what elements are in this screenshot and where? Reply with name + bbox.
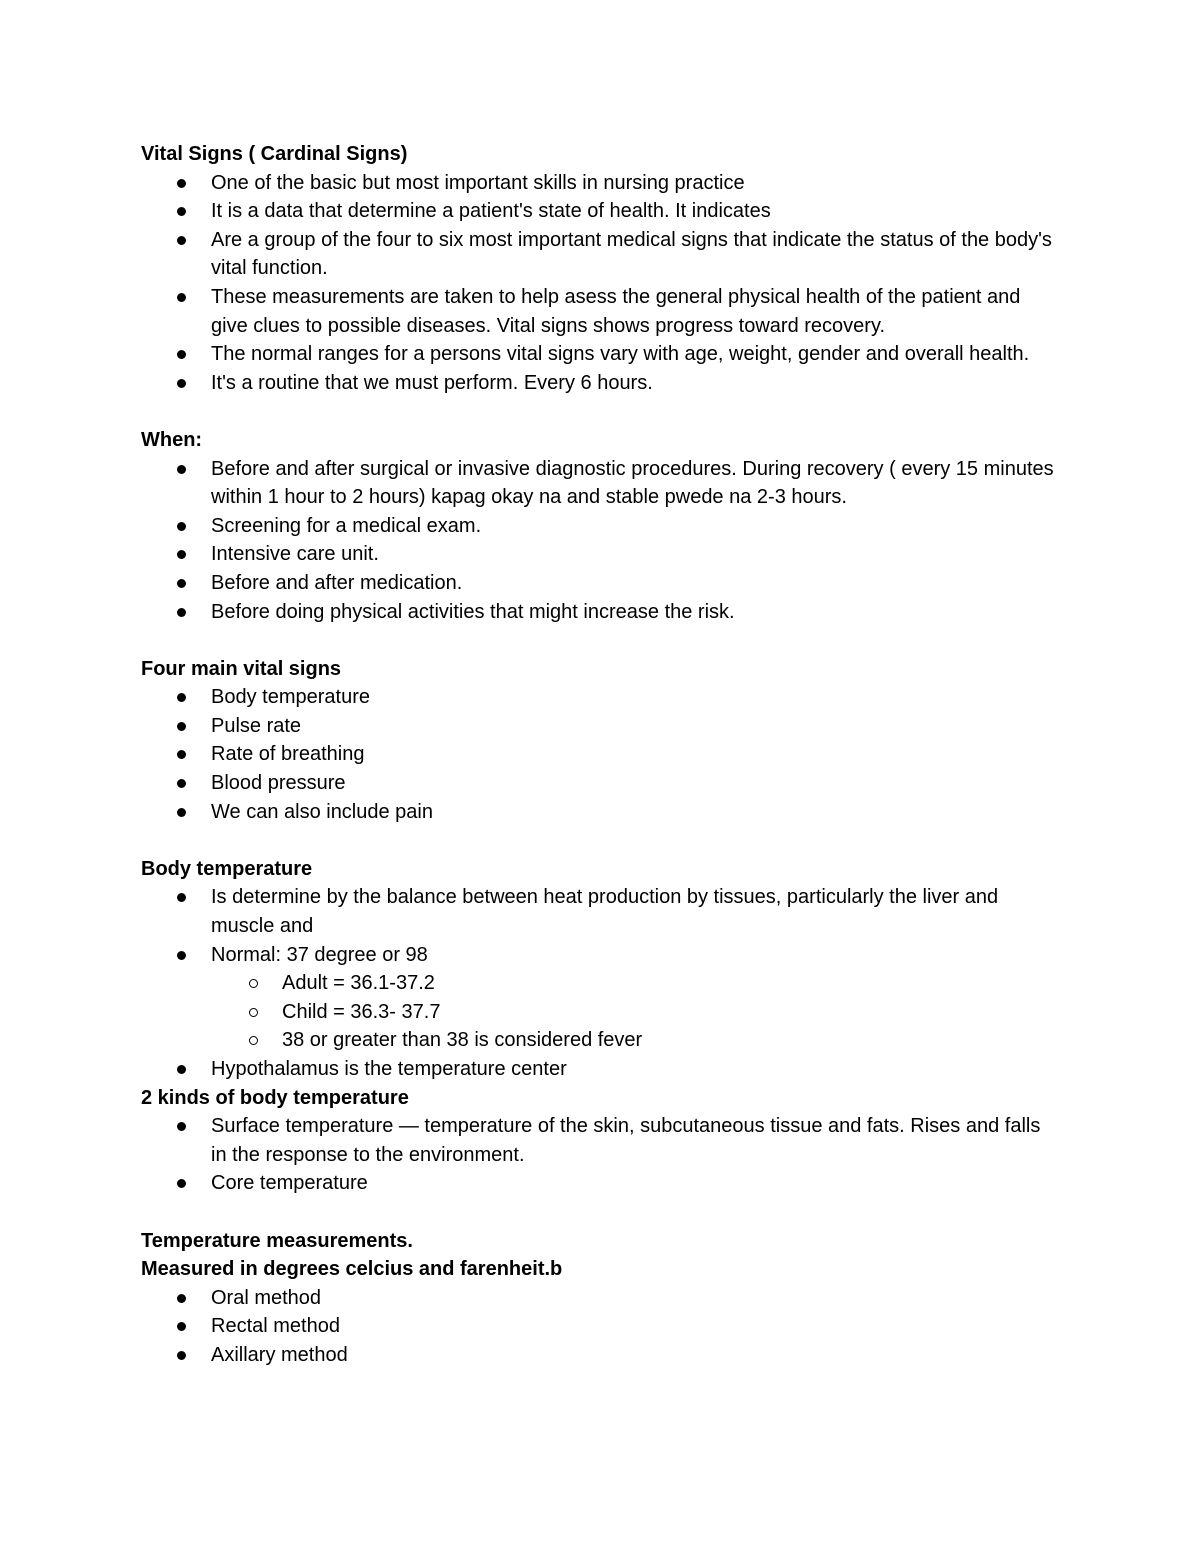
section-heading: Four main vital signs (141, 657, 342, 680)
list-item-text: Pulse rate (211, 714, 302, 737)
bullet-icon (177, 207, 186, 216)
list-item (141, 283, 1061, 340)
list-item-text: Rate of breathing (211, 743, 365, 766)
list-item-text: Normal: 37 degree or 98 (211, 943, 428, 966)
bullet-icon (177, 693, 186, 702)
list-item (141, 455, 1061, 512)
sub-list-item-text: 38 or greater than 38 is considered fever (282, 1029, 643, 1052)
bullet-icon (177, 779, 186, 788)
bullet-icon (177, 550, 186, 559)
hollow-bullet-icon (249, 979, 258, 988)
list-item (141, 369, 1061, 398)
list-item (141, 769, 1061, 798)
list-item-text: These measurements are taken to help asess the general physical health of the patient and give clues to possible diseases. Vital signs shows progress toward recovery. (211, 285, 1021, 337)
list-item-text: It is a data that determine a patient's state of health. It indicates (211, 200, 771, 223)
bullet-icon (177, 951, 186, 960)
section-subheading: Measured in degrees celcius and farenheit.b (141, 1258, 563, 1281)
bullet-list (141, 683, 1061, 826)
bullet-list (141, 455, 1061, 627)
spacer (141, 1198, 1061, 1227)
spacer (141, 626, 1061, 655)
list-item-text: Are a group of the four to six most important medical signs that indicate the status of the body's vital function. (211, 228, 1052, 280)
bullet-icon (177, 350, 186, 359)
list-item-text: Screening for a medical exam. (211, 514, 482, 537)
section-heading: Body temperature (141, 857, 313, 880)
bullet-icon (177, 1122, 186, 1131)
sub-bullet-list (211, 969, 1061, 1055)
bullet-icon (177, 608, 186, 617)
list-item (141, 740, 1061, 769)
bullet-list (141, 1112, 1061, 1198)
bullet-icon (177, 179, 186, 188)
list-item-text: Axillary method (211, 1343, 348, 1366)
hollow-bullet-icon (249, 1036, 258, 1045)
list-item-text: It's a routine that we must perform. Every 6 hours. (211, 371, 653, 394)
section-heading: When: (141, 428, 203, 451)
bullet-list (141, 169, 1061, 398)
list-item-text: Blood pressure (211, 772, 346, 795)
bullet-icon (177, 893, 186, 902)
list-item (141, 197, 1061, 226)
bullet-icon (177, 293, 186, 302)
bullet-icon (177, 1294, 186, 1303)
spacer (141, 826, 1061, 855)
list-item-text: Core temperature (211, 1172, 368, 1195)
list-item-text: Before doing physical activities that might increase the risk. (211, 600, 735, 623)
list-item-text: Intensive care unit. (211, 543, 379, 566)
sub-list-item (141, 969, 1061, 998)
bullet-icon (177, 1065, 186, 1074)
list-item (141, 1055, 1061, 1084)
list-item-text: Hypothalamus is the temperature center (211, 1058, 567, 1080)
bullet-icon (177, 750, 186, 759)
list-item-text: We can also include pain (211, 800, 433, 823)
bullet-icon (177, 236, 186, 245)
bullet-icon (177, 808, 186, 817)
list-item (141, 712, 1061, 741)
list-item-text: Rectal method (211, 1315, 340, 1338)
section-heading: Temperature measurements. (141, 1229, 413, 1252)
list-item (141, 226, 1061, 283)
bullet-icon (177, 722, 186, 731)
list-item (141, 1112, 1061, 1169)
list-item (141, 883, 1061, 940)
hollow-bullet-icon (249, 1008, 258, 1017)
bullet-icon (177, 579, 186, 588)
bullet-icon (177, 1179, 186, 1188)
list-item-text: One of the basic but most important skills in nursing practice (211, 171, 745, 194)
list-item-text: Oral method (211, 1286, 322, 1309)
bullet-list (141, 1284, 1061, 1370)
sub-list-item (141, 1026, 1061, 1055)
sub-list-item (141, 998, 1061, 1027)
bullet-icon (177, 522, 186, 531)
list-item-text: Is determine by the balance between heat production by tissues, particularly the liver and muscle and (211, 886, 999, 938)
list-item (141, 569, 1061, 598)
list-item (141, 941, 1061, 1055)
spacer (141, 397, 1061, 426)
list-item-text: Before and after surgical or invasive diagnostic procedures. During recovery ( every 15 minutes within 1 hour to 2 hours) kapag okay na and stable pwede na 2-3 hours. (211, 457, 1054, 509)
list-item (141, 798, 1061, 827)
list-item (141, 1341, 1061, 1370)
list-item (141, 540, 1061, 569)
list-item (141, 1169, 1061, 1198)
section-heading: 2 kinds of body temperature (141, 1086, 409, 1109)
list-item-text: The normal ranges for a persons vital signs vary with age, weight, gender and overall health. (211, 343, 1030, 366)
bullet-icon (177, 465, 186, 474)
bullet-icon (177, 1322, 186, 1331)
sub-list-item-text: Adult = 36.1-37.2 (282, 972, 435, 995)
list-item (141, 1312, 1061, 1341)
list-item-text: Body temperature (211, 686, 370, 709)
section-heading: Vital Signs ( Cardinal Signs) (141, 143, 408, 165)
bullet-list (141, 883, 1061, 1083)
document-page (141, 140, 1061, 1370)
sub-list-item-text: Child = 36.3- 37.7 (282, 1000, 441, 1023)
list-item (141, 683, 1061, 712)
list-item-text: Before and after medication. (211, 571, 463, 594)
list-item (141, 169, 1061, 198)
list-item (141, 598, 1061, 627)
bullet-icon (177, 379, 186, 388)
list-item-text: Surface temperature — temperature of the skin, subcutaneous tissue and fats. Rises and falls in the response to the environment. (211, 1115, 1041, 1166)
list-item (141, 512, 1061, 541)
bullet-icon (177, 1351, 186, 1360)
list-item (141, 1284, 1061, 1313)
list-item (141, 340, 1061, 369)
